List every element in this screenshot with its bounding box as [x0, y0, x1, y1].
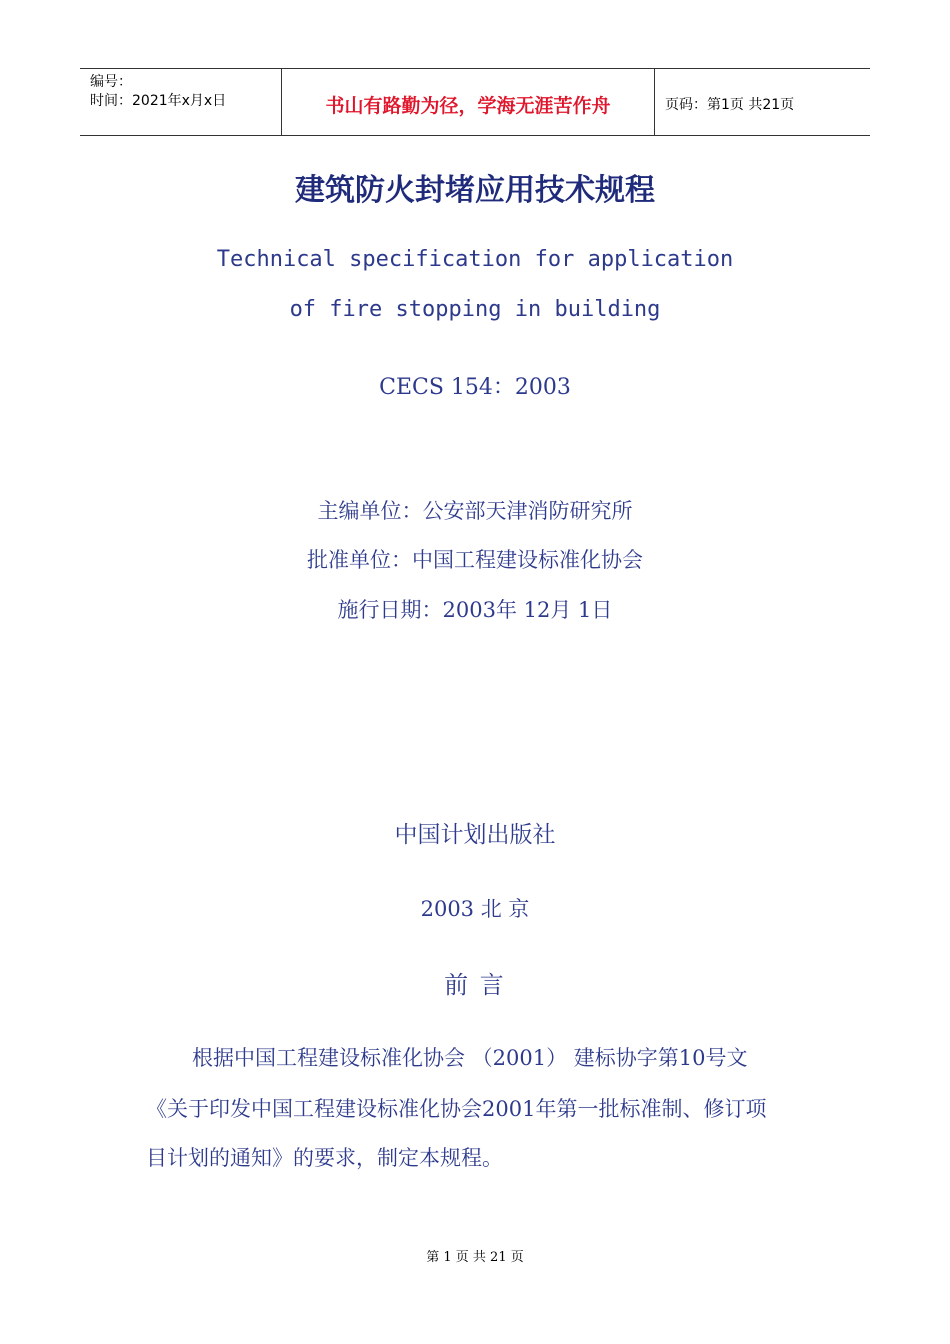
approval-unit: 批准单位：中国工程建设标准化协会 [307, 548, 643, 572]
english-title-line-1: Technical specification for application [216, 247, 734, 272]
page-info: 页码：第1页 共21页 [665, 97, 795, 113]
number-label: 编号： [90, 74, 132, 90]
preface-line-2: 《关于印发中国工程建设标准化协会2001年第一批标准制、修订项 [146, 1097, 767, 1121]
motto-text: 书山有路勤为径，学海无涯苦作舟 [325, 94, 611, 117]
page-footer: 第 1 页 共 21 页 [426, 1250, 524, 1265]
preface-line-1: 根据中国工程建设标准化协会 （2001） 建标协字第10号文 [192, 1046, 748, 1070]
effective-date: 施行日期：2003年 12月 1日 [337, 598, 613, 622]
editor-unit: 主编单位：公安部天津消防研究所 [317, 499, 633, 523]
english-title-line-2: of fire stopping in building [289, 297, 661, 322]
document-title: 建筑防火封堵应用技术规程 [295, 173, 655, 208]
publish-place: 2003 北 京 [420, 897, 530, 921]
preface-line-3: 目计划的通知》的要求，制定本规程。 [146, 1146, 503, 1170]
time-label: 时间：2021年x月x日 [90, 93, 227, 109]
header-page-cell [655, 69, 870, 135]
standard-code: CECS 154：2003 [379, 375, 571, 400]
header-meta-cell [80, 69, 281, 135]
header-motto-cell [281, 69, 655, 135]
publisher: 中国计划出版社 [394, 822, 556, 848]
preface-heading: 前 言 [444, 971, 506, 999]
page-header [80, 68, 870, 136]
